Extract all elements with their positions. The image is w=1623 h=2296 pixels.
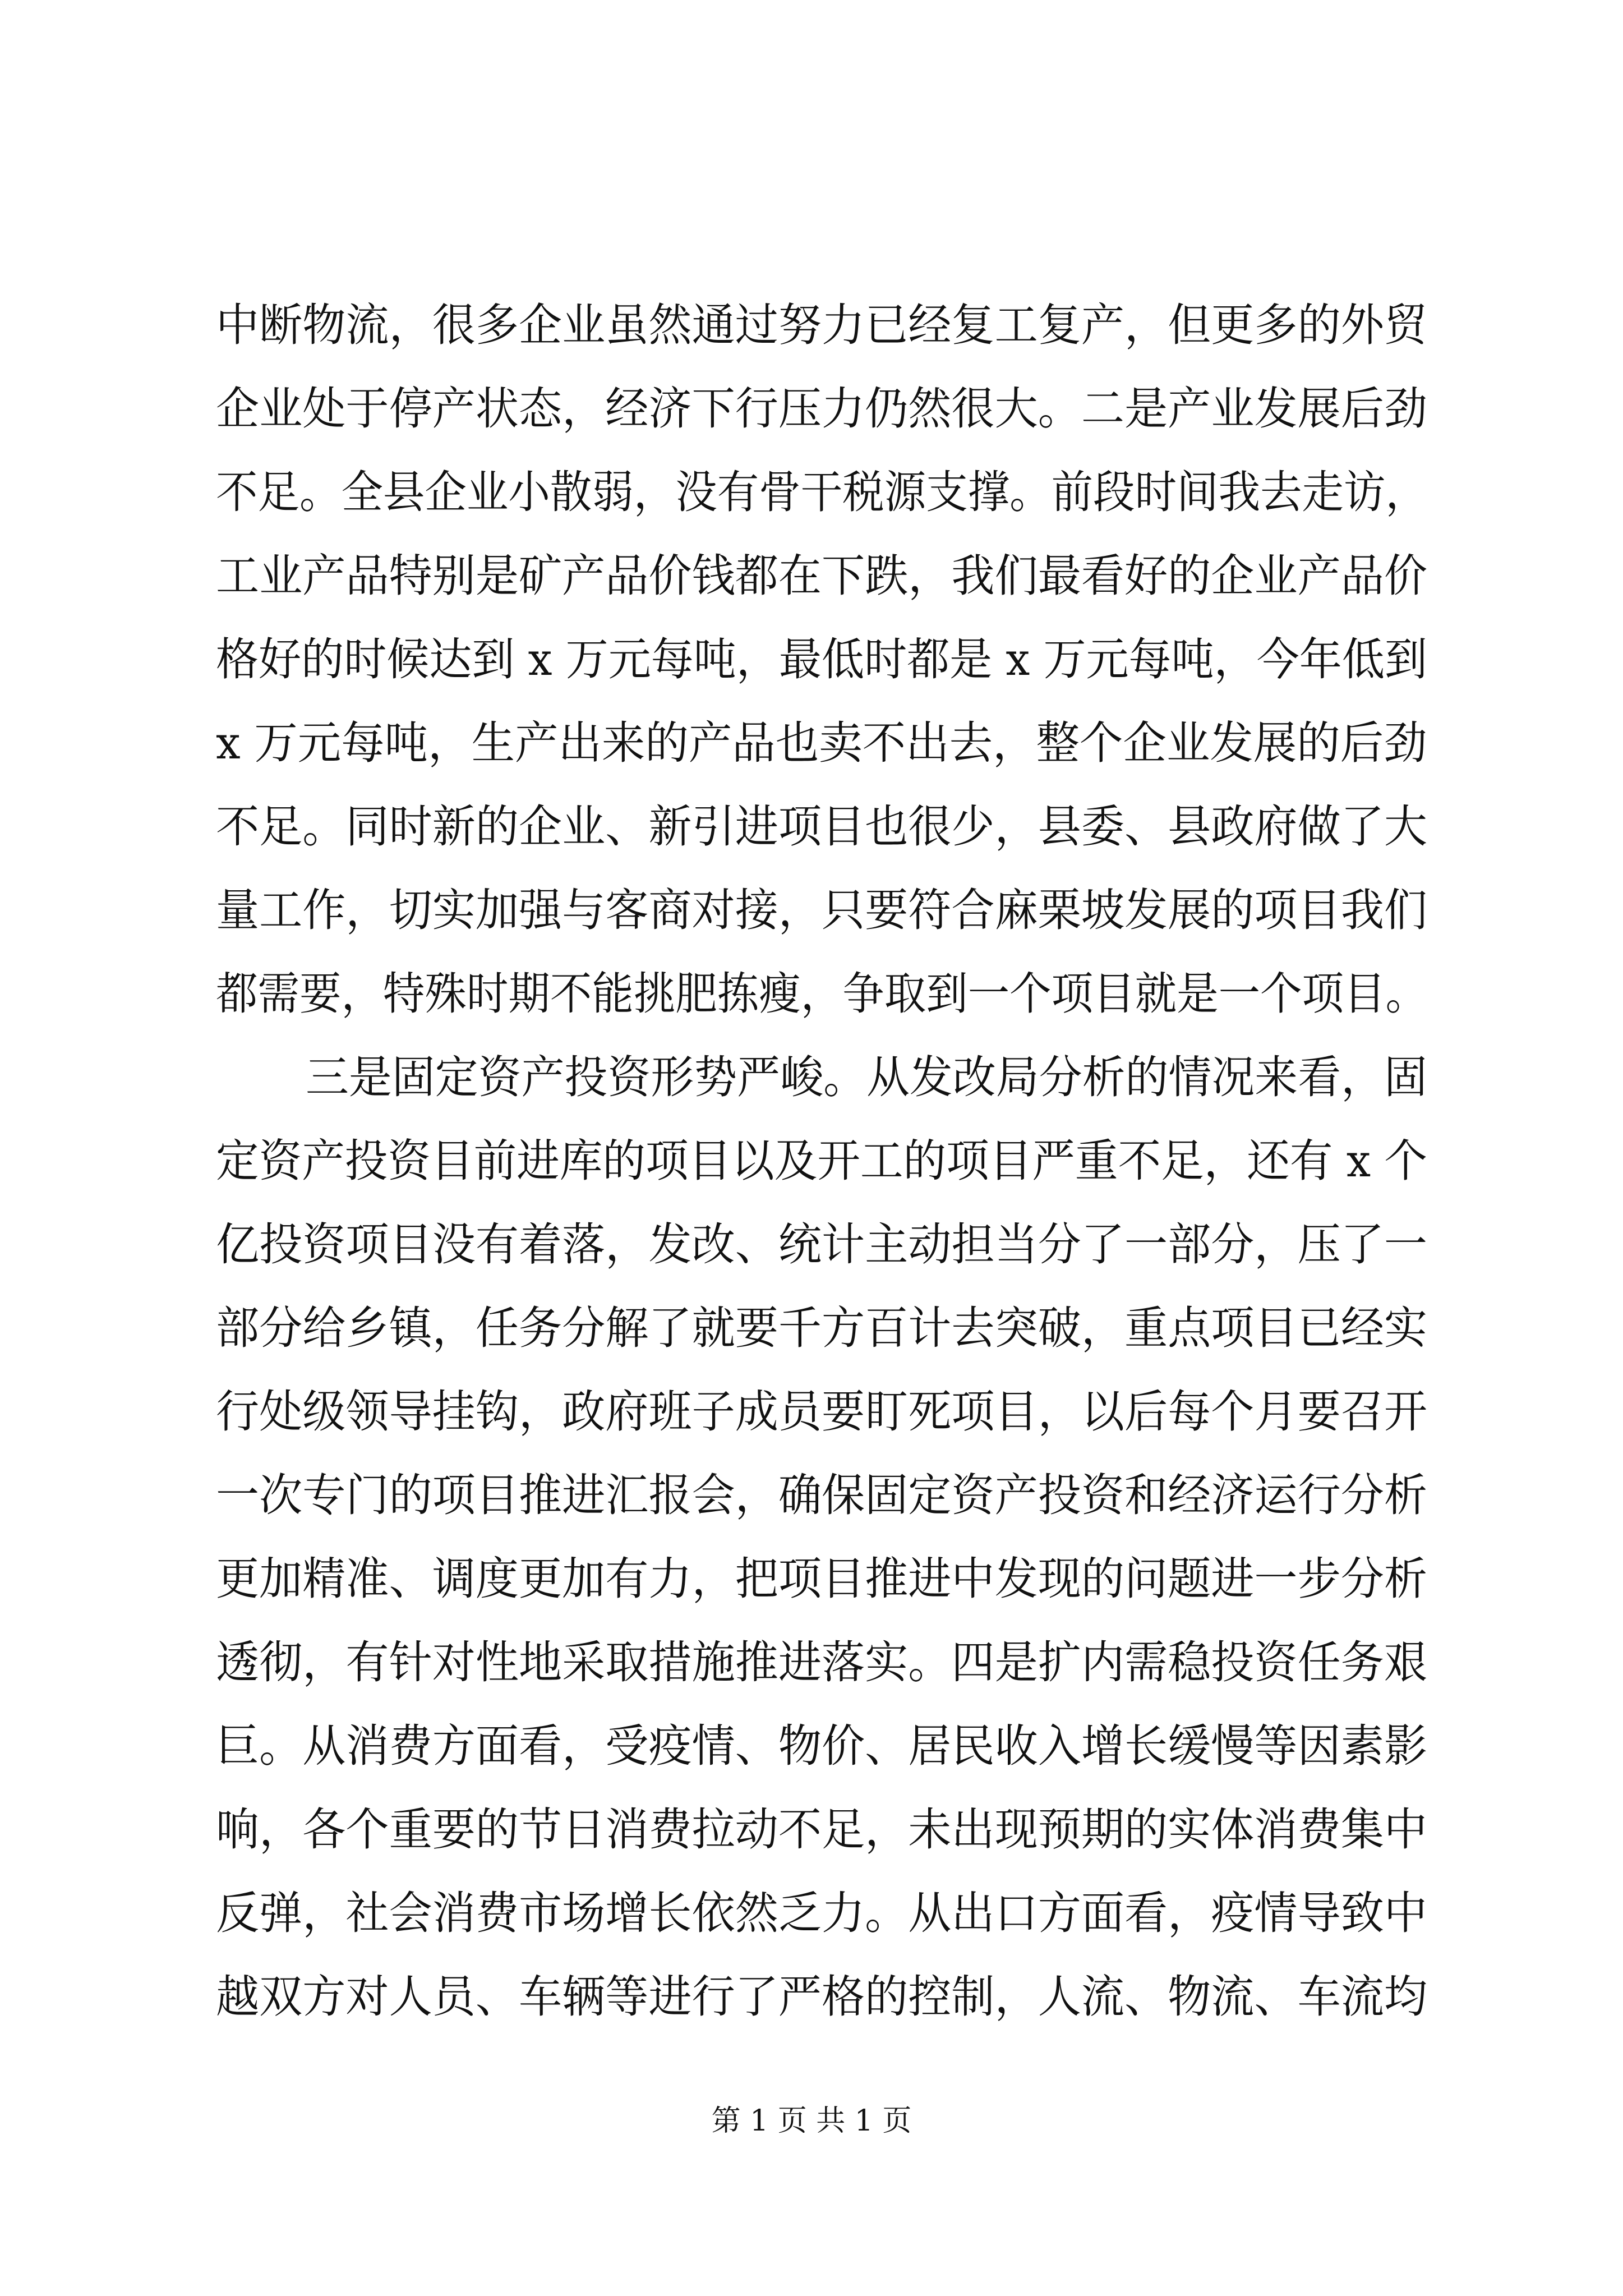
text-line: x 万元每吨，生产出来的产品也卖不出去，整个企业发展的后劲 [216, 717, 1427, 769]
text-line: 工业产品特别是矿产品价钱都在下跌，我们最看好的企业产品价 [216, 550, 1427, 602]
text-line: 部分给乡镇，任务分解了就要千方百计去突破，重点项目已经实 [216, 1302, 1427, 1354]
text-line: 一次专门的项目推进汇报会，确保固定资产投资和经济运行分析 [216, 1469, 1427, 1521]
text-line: 行处级领导挂钩，政府班子成员要盯死项目，以后每个月要召开 [216, 1386, 1427, 1438]
page-footer: 第 1 页 共 1 页 [711, 2104, 912, 2138]
text-line: 越双方对人员、车辆等进行了严格的控制，人流、物流、车流均 [216, 1971, 1427, 2023]
text-line: 反弹，社会消费市场增长依然乏力。从出口方面看，疫情导致中 [216, 1887, 1427, 1939]
text-line: 定资产投资目前进库的项目以及开工的项目严重不足，还有 x 个 [216, 1135, 1427, 1187]
text-line: 更加精准、调度更加有力，把项目推进中发现的问题进一步分析 [216, 1553, 1427, 1605]
text-line: 响，各个重要的节日消费拉动不足，未出现预期的实体消费集中 [216, 1803, 1427, 1856]
text-line: 透彻，有针对性地采取措施推进落实。四是扩内需稳投资任务艰 [216, 1636, 1427, 1688]
text-line: 量工作，切实加强与客商对接，只要符合麻栗坡发展的项目我们 [216, 884, 1427, 936]
text-line: 都需要，特殊时期不能挑肥拣瘦，争取到一个项目就是一个项目。 [216, 968, 1427, 1020]
text-line: 亿投资项目没有着落，发改、统计主动担当分了一部分，压了一 [216, 1218, 1427, 1271]
text-line: 格好的时候达到 x 万元每吨，最低时都是 x 万元每吨，今年低到 [216, 633, 1427, 685]
paragraph-first-line: 三是固定资产投资形势严峻。从发改局分析的情况来看，固 [306, 1051, 1427, 1103]
text-line: 中断物流，很多企业虽然通过努力已经复工复产，但更多的外贸 [216, 299, 1427, 351]
text-line: 不足。同时新的企业、新引进项目也很少，县委、县政府做了大 [216, 800, 1427, 853]
text-line: 巨。从消费方面看，受疫情、物价、居民收入增长缓慢等因素影 [216, 1720, 1427, 1772]
text-line: 不足。全县企业小散弱，没有骨干税源支撑。前段时间我去走访， [216, 466, 1427, 518]
text-line: 企业处于停产状态，经济下行压力仍然很大。二是产业发展后劲 [216, 383, 1427, 435]
